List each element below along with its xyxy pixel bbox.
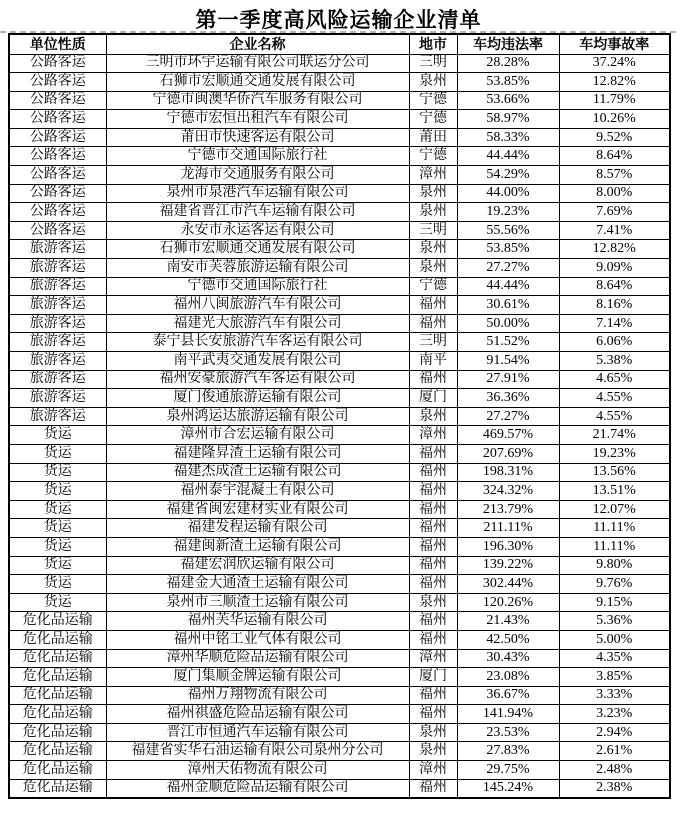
cell-accident-rate: 8.57%: [559, 166, 670, 185]
cell-accident-rate: 12.07%: [559, 500, 670, 519]
table-row: [9, 500, 670, 519]
cell-category: 公路客运: [9, 91, 106, 110]
cell-company: 泉州市三顺渣土运输有限公司: [106, 593, 409, 612]
cell-city: 福州: [409, 537, 457, 556]
cell-city: 漳州: [409, 649, 457, 668]
cell-city: 漳州: [409, 426, 457, 445]
table-row: [9, 389, 670, 408]
table-row: [9, 575, 670, 594]
cell-city: 福州: [409, 612, 457, 631]
table-row: [9, 593, 670, 612]
cell-accident-rate: 12.82%: [559, 240, 670, 259]
cell-violation-rate: 51.52%: [457, 333, 559, 352]
cell-accident-rate: 7.14%: [559, 314, 670, 333]
cell-city: 福州: [409, 500, 457, 519]
cell-category: 公路客运: [9, 203, 106, 222]
cell-company: 福州金顺危险品运输有限公司: [106, 779, 409, 798]
cell-violation-rate: 27.91%: [457, 370, 559, 389]
cell-violation-rate: 44.44%: [457, 147, 559, 166]
cell-category: 旅游客运: [9, 352, 106, 371]
cell-category: 公路客运: [9, 147, 106, 166]
cell-company: 石狮市宏顺通交通发展有限公司: [106, 73, 409, 92]
cell-city: 厦门: [409, 668, 457, 687]
cell-category: 公路客运: [9, 166, 106, 185]
cell-accident-rate: 13.56%: [559, 463, 670, 482]
cell-category: 旅游客运: [9, 389, 106, 408]
cell-violation-rate: 53.85%: [457, 73, 559, 92]
cell-violation-rate: 145.24%: [457, 779, 559, 798]
cell-company: 福建省实华石油运输有限公司泉州分公司: [106, 742, 409, 761]
cell-category: 旅游客运: [9, 407, 106, 426]
cell-accident-rate: 8.00%: [559, 184, 670, 203]
table-body: [9, 54, 670, 798]
cell-city: 三明: [409, 54, 457, 73]
cell-category: 危化品运输: [9, 779, 106, 798]
cell-accident-rate: 2.94%: [559, 723, 670, 742]
cell-accident-rate: 8.64%: [559, 147, 670, 166]
cell-category: 旅游客运: [9, 296, 106, 315]
cell-violation-rate: 27.83%: [457, 742, 559, 761]
table-row: [9, 240, 670, 259]
cell-accident-rate: 8.16%: [559, 296, 670, 315]
cell-company: 福建隆昇渣土运输有限公司: [106, 444, 409, 463]
cell-accident-rate: 5.36%: [559, 612, 670, 631]
cell-violation-rate: 42.50%: [457, 630, 559, 649]
cell-violation-rate: 211.11%: [457, 519, 559, 538]
table-row: [9, 221, 670, 240]
cell-violation-rate: 36.67%: [457, 686, 559, 705]
cell-accident-rate: 3.85%: [559, 668, 670, 687]
cell-city: 泉州: [409, 184, 457, 203]
cell-accident-rate: 11.11%: [559, 519, 670, 538]
cell-accident-rate: 7.69%: [559, 203, 670, 222]
cell-violation-rate: 324.32%: [457, 482, 559, 501]
cell-category: 危化品运输: [9, 723, 106, 742]
cell-accident-rate: 9.15%: [559, 593, 670, 612]
cell-category: 公路客运: [9, 128, 106, 147]
cell-company: 厦门俊通旅游运输有限公司: [106, 389, 409, 408]
cell-accident-rate: 9.80%: [559, 556, 670, 575]
cell-city: 南平: [409, 352, 457, 371]
table-row: [9, 128, 670, 147]
cell-accident-rate: 8.64%: [559, 277, 670, 296]
cell-violation-rate: 58.33%: [457, 128, 559, 147]
cell-category: 货运: [9, 426, 106, 445]
cell-accident-rate: 6.06%: [559, 333, 670, 352]
cell-category: 旅游客运: [9, 370, 106, 389]
cell-violation-rate: 44.00%: [457, 184, 559, 203]
cell-city: 福州: [409, 444, 457, 463]
table-row: [9, 91, 670, 110]
cell-city: 福州: [409, 575, 457, 594]
cell-violation-rate: 50.00%: [457, 314, 559, 333]
cell-company: 福建省闽宏建材实业有限公司: [106, 500, 409, 519]
cell-accident-rate: 2.38%: [559, 779, 670, 798]
cell-accident-rate: 13.51%: [559, 482, 670, 501]
cell-category: 公路客运: [9, 184, 106, 203]
cell-city: 宁德: [409, 110, 457, 129]
cell-accident-rate: 9.09%: [559, 259, 670, 278]
table-row: [9, 203, 670, 222]
cell-company: 福州万翔物流有限公司: [106, 686, 409, 705]
cell-violation-rate: 141.94%: [457, 705, 559, 724]
cell-city: 泉州: [409, 73, 457, 92]
cell-category: 危化品运输: [9, 612, 106, 631]
cell-category: 旅游客运: [9, 314, 106, 333]
cell-company: 厦门集顺金牌运输有限公司: [106, 668, 409, 687]
table-row: [9, 630, 670, 649]
cell-company: 泰宁县长安旅游汽车客运有限公司: [106, 333, 409, 352]
cell-category: 危化品运输: [9, 742, 106, 761]
cell-company: 福建光大旅游汽车有限公司: [106, 314, 409, 333]
cell-company: 宁德市交通国际旅行社: [106, 147, 409, 166]
cell-company: 三明市环宇运输有限公司联运分公司: [106, 54, 409, 73]
cell-accident-rate: 3.23%: [559, 705, 670, 724]
cell-accident-rate: 11.79%: [559, 91, 670, 110]
cell-category: 货运: [9, 519, 106, 538]
cell-violation-rate: 23.08%: [457, 668, 559, 687]
cell-accident-rate: 4.55%: [559, 389, 670, 408]
table-row: [9, 686, 670, 705]
header-accident-rate: 车均事故率: [559, 34, 670, 54]
cell-company: 龙海市交通服务有限公司: [106, 166, 409, 185]
cell-city: 福州: [409, 314, 457, 333]
cell-city: 福州: [409, 556, 457, 575]
cell-company: 福州中铭工业气体有限公司: [106, 630, 409, 649]
table-row: [9, 723, 670, 742]
cell-category: 危化品运输: [9, 649, 106, 668]
table-row: [9, 314, 670, 333]
table-row: [9, 352, 670, 371]
cell-city: 泉州: [409, 723, 457, 742]
cell-city: 宁德: [409, 91, 457, 110]
cell-city: 三明: [409, 333, 457, 352]
table-row: [9, 166, 670, 185]
cell-accident-rate: 5.00%: [559, 630, 670, 649]
table-row: [9, 742, 670, 761]
cell-city: 泉州: [409, 203, 457, 222]
cell-company: 宁德市宏恒出租汽车有限公司: [106, 110, 409, 129]
cell-accident-rate: 3.33%: [559, 686, 670, 705]
cell-violation-rate: 53.85%: [457, 240, 559, 259]
cell-city: 宁德: [409, 277, 457, 296]
cell-violation-rate: 54.29%: [457, 166, 559, 185]
cell-city: 莆田: [409, 128, 457, 147]
cell-city: 泉州: [409, 240, 457, 259]
cell-category: 货运: [9, 593, 106, 612]
cell-accident-rate: 10.26%: [559, 110, 670, 129]
cell-company: 福建宏润欣运输有限公司: [106, 556, 409, 575]
cell-violation-rate: 469.57%: [457, 426, 559, 445]
table-row: [9, 333, 670, 352]
cell-violation-rate: 28.28%: [457, 54, 559, 73]
cell-category: 货运: [9, 537, 106, 556]
cell-city: 福州: [409, 705, 457, 724]
cell-city: 福州: [409, 482, 457, 501]
cell-category: 旅游客运: [9, 277, 106, 296]
cell-violation-rate: 213.79%: [457, 500, 559, 519]
cell-accident-rate: 11.11%: [559, 537, 670, 556]
cell-category: 危化品运输: [9, 686, 106, 705]
cell-category: 公路客运: [9, 110, 106, 129]
table-row: [9, 184, 670, 203]
cell-city: 泉州: [409, 259, 457, 278]
cell-city: 福州: [409, 296, 457, 315]
cell-violation-rate: 139.22%: [457, 556, 559, 575]
cell-accident-rate: 4.35%: [559, 649, 670, 668]
cell-city: 宁德: [409, 147, 457, 166]
table-row: [9, 296, 670, 315]
cell-company: 福州祺盛危险品运输有限公司: [106, 705, 409, 724]
cell-city: 泉州: [409, 407, 457, 426]
cell-city: 泉州: [409, 593, 457, 612]
cell-category: 公路客运: [9, 54, 106, 73]
table-row: [9, 556, 670, 575]
table-row: [9, 147, 670, 166]
cell-category: 货运: [9, 482, 106, 501]
cell-city: 福州: [409, 370, 457, 389]
risk-table: [8, 33, 671, 799]
cell-company: 漳州华顺危险品运输有限公司: [106, 649, 409, 668]
cell-company: 福州八闽旅游汽车有限公司: [106, 296, 409, 315]
cell-category: 货运: [9, 575, 106, 594]
cell-category: 旅游客运: [9, 240, 106, 259]
cell-city: 泉州: [409, 742, 457, 761]
cell-violation-rate: 120.26%: [457, 593, 559, 612]
table-row: [9, 705, 670, 724]
cell-company: 晋江市恒通汽车运输有限公司: [106, 723, 409, 742]
cell-company: 南平武夷交通发展有限公司: [106, 352, 409, 371]
cell-violation-rate: 196.30%: [457, 537, 559, 556]
table-header-row: [9, 34, 670, 54]
cell-city: 厦门: [409, 389, 457, 408]
cell-violation-rate: 27.27%: [457, 407, 559, 426]
table-row: [9, 54, 670, 73]
cell-accident-rate: 5.38%: [559, 352, 670, 371]
cell-company: 永安市永运客运有限公司: [106, 221, 409, 240]
cell-category: 货运: [9, 556, 106, 575]
cell-category: 货运: [9, 500, 106, 519]
cell-company: 宁德市交通国际旅行社: [106, 277, 409, 296]
cell-city: 福州: [409, 519, 457, 538]
cell-violation-rate: 55.56%: [457, 221, 559, 240]
page-title: 第一季度高风险运输企业清单: [195, 9, 482, 32]
table-row: [9, 110, 670, 129]
cell-accident-rate: 9.52%: [559, 128, 670, 147]
cell-category: 危化品运输: [9, 705, 106, 724]
cell-company: 漳州天佑物流有限公司: [106, 761, 409, 780]
cell-company: 泉州市泉港汽车运输有限公司: [106, 184, 409, 203]
cell-category: 旅游客运: [9, 333, 106, 352]
cell-violation-rate: 44.44%: [457, 277, 559, 296]
cell-violation-rate: 30.43%: [457, 649, 559, 668]
table-row: [9, 537, 670, 556]
table-row: [9, 649, 670, 668]
cell-violation-rate: 19.23%: [457, 203, 559, 222]
cell-company: 福建杰成渣土运输有限公司: [106, 463, 409, 482]
cell-violation-rate: 29.75%: [457, 761, 559, 780]
cell-violation-rate: 27.27%: [457, 259, 559, 278]
table-row: [9, 444, 670, 463]
cell-company: 莆田市快速客运有限公司: [106, 128, 409, 147]
table-row: [9, 370, 670, 389]
table-row: [9, 259, 670, 278]
cell-category: 货运: [9, 444, 106, 463]
cell-accident-rate: 2.48%: [559, 761, 670, 780]
cell-violation-rate: 207.69%: [457, 444, 559, 463]
cell-category: 旅游客运: [9, 259, 106, 278]
cell-category: 危化品运输: [9, 668, 106, 687]
cell-accident-rate: 9.76%: [559, 575, 670, 594]
cell-city: 福州: [409, 779, 457, 798]
cell-category: 危化品运输: [9, 630, 106, 649]
cell-category: 公路客运: [9, 73, 106, 92]
header-company: 企业名称: [106, 34, 409, 54]
cell-accident-rate: 7.41%: [559, 221, 670, 240]
header-city: 地市: [409, 34, 457, 54]
cell-violation-rate: 21.43%: [457, 612, 559, 631]
table-row: [9, 519, 670, 538]
cell-accident-rate: 37.24%: [559, 54, 670, 73]
cell-company: 福建省晋江市汽车运输有限公司: [106, 203, 409, 222]
header-violation-rate: 车均违法率: [457, 34, 559, 54]
cell-company: 福建闽新渣土运输有限公司: [106, 537, 409, 556]
table-row: [9, 407, 670, 426]
cell-accident-rate: 21.74%: [559, 426, 670, 445]
cell-company: 福州泰宇混凝土有限公司: [106, 482, 409, 501]
table-row: [9, 463, 670, 482]
cell-city: 福州: [409, 463, 457, 482]
cell-city: 福州: [409, 686, 457, 705]
table-row: [9, 668, 670, 687]
table-row: [9, 482, 670, 501]
cell-accident-rate: 2.61%: [559, 742, 670, 761]
cell-violation-rate: 302.44%: [457, 575, 559, 594]
table-row: [9, 426, 670, 445]
cell-company: 漳州市合宏运输有限公司: [106, 426, 409, 445]
cell-city: 漳州: [409, 166, 457, 185]
cell-company: 福建金大通渣土运输有限公司: [106, 575, 409, 594]
cell-violation-rate: 53.66%: [457, 91, 559, 110]
cell-company: 福州安豪旅游汽车客运有限公司: [106, 370, 409, 389]
table-row: [9, 277, 670, 296]
table-row: [9, 761, 670, 780]
cell-company: 福州芙华运输有限公司: [106, 612, 409, 631]
cell-company: 泉州鸿运达旅游运输有限公司: [106, 407, 409, 426]
cell-company: 宁德市闽澳华侨汽车服务有限公司: [106, 91, 409, 110]
cell-violation-rate: 23.53%: [457, 723, 559, 742]
cell-violation-rate: 30.61%: [457, 296, 559, 315]
cell-city: 漳州: [409, 761, 457, 780]
table-row: [9, 73, 670, 92]
cell-accident-rate: 19.23%: [559, 444, 670, 463]
header-category: 单位性质: [9, 34, 106, 54]
cell-company: 南安市芙蓉旅游运输有限公司: [106, 259, 409, 278]
cell-company: 福建发程运输有限公司: [106, 519, 409, 538]
table-row: [9, 612, 670, 631]
cell-city: 三明: [409, 221, 457, 240]
cell-city: 福州: [409, 630, 457, 649]
cell-category: 危化品运输: [9, 761, 106, 780]
cell-category: 货运: [9, 463, 106, 482]
cell-accident-rate: 4.65%: [559, 370, 670, 389]
table-row: [9, 779, 670, 798]
cell-violation-rate: 36.36%: [457, 389, 559, 408]
cell-violation-rate: 58.97%: [457, 110, 559, 129]
cell-violation-rate: 91.54%: [457, 352, 559, 371]
cell-violation-rate: 198.31%: [457, 463, 559, 482]
cell-accident-rate: 4.55%: [559, 407, 670, 426]
cell-category: 公路客运: [9, 221, 106, 240]
cell-company: 石狮市宏顺通交通发展有限公司: [106, 240, 409, 259]
cell-accident-rate: 12.82%: [559, 73, 670, 92]
